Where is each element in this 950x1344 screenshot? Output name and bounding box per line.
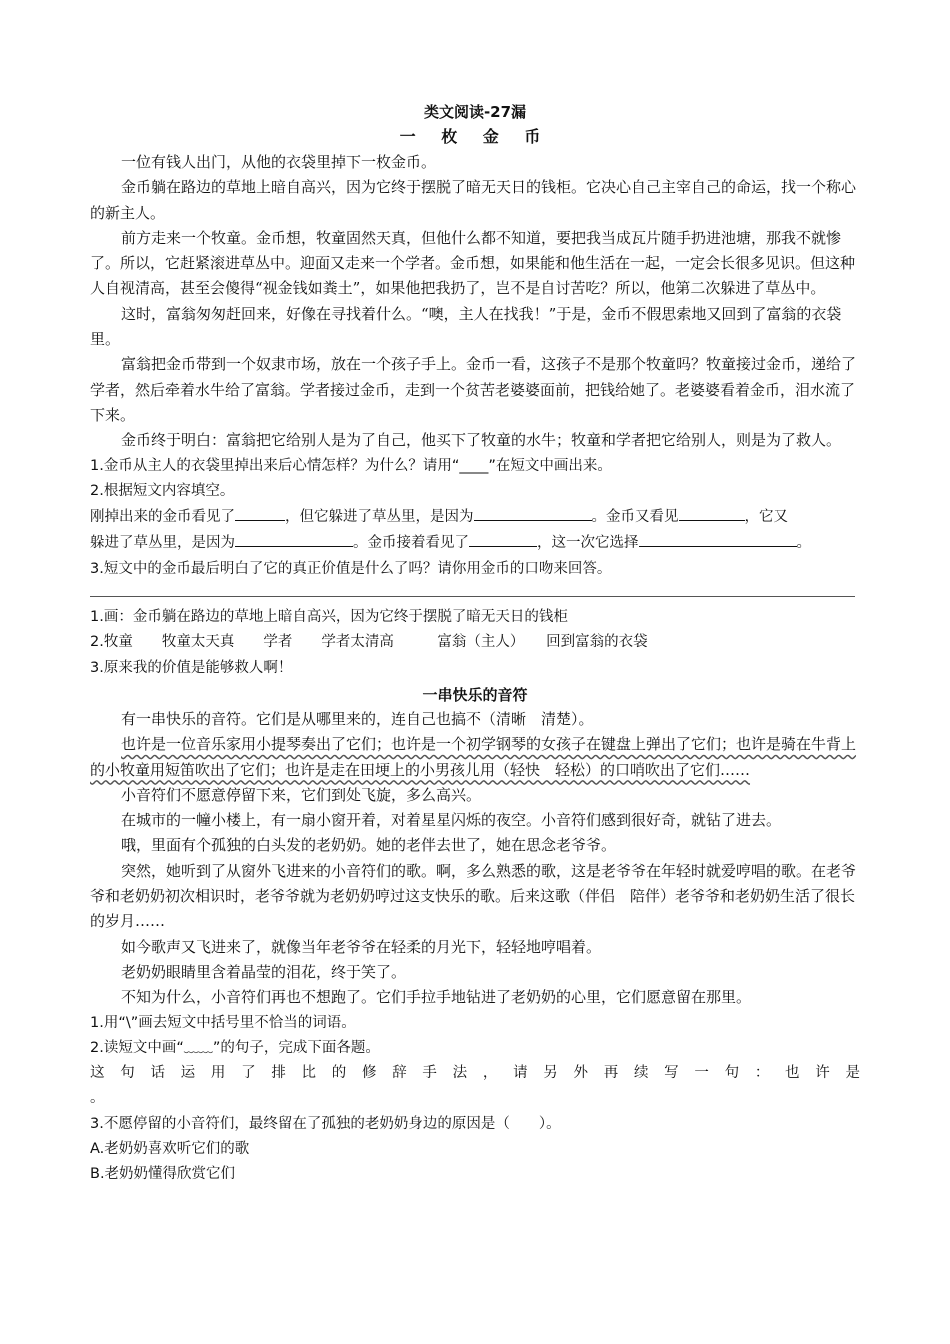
story1-fill-in-line: 刚掉出来的金币看见了 ，但它躲进了草丛里，是因为 。金币又看见 ，它又 躲进了草丛里，是因为 。金币接着看见了 ，这一次它选择 。	[90, 504, 860, 557]
story2-paragraph: 不知为什么，小音符们再也不想跑了。它们手拉手地钻进了老奶奶的心里，它们愿意留在那里。	[121, 988, 752, 1007]
story2-paragraph: 小音符们不愿意停留下来，它们到处飞旋，多么高兴。	[121, 785, 482, 804]
worksheet-page	[90, 100, 860, 1188]
story2-question-1: 1.用“\”画去短文中括号里不恰当的词语。	[90, 1014, 356, 1031]
story1-paragraph: 前方走来一个牧童。金币想，牧童固然天真，但他什么都不知道，要把我当成瓦片随手扔进池塘，那我不就惨了。所以，它赶紧滚进草丛中。迎面又走来一个学者。金币想，如果能和他生活在一起，一定会长很多见识。但这种人自视清高，甚至会傻得“视金钱如粪土”，如果他把我扔了，岂不是自讨苦吃？所以，他第二次躲进了草丛中。	[90, 228, 856, 298]
story2-option-b: B.老奶奶懂得欣赏它们	[90, 1166, 236, 1183]
story2-question-2-line: 这句话运用了排比的修辞手法，请另外再续写一句：也许是	[90, 1065, 860, 1082]
answer-blank[interactable]	[639, 530, 797, 547]
story1-answer: 2.牧童 牧童太天真 学者 学者太清高 富翁（主人） 回到富翁的衣袋	[90, 634, 648, 651]
story2-option-a: A.老奶奶喜欢听它们的歌	[90, 1140, 250, 1157]
story2-paragraph: 哦，里面有个孤独的白头发的老奶奶。她的老伴去世了，她在思念老爷爷。	[121, 836, 617, 855]
answer-blank[interactable]	[679, 504, 745, 521]
story2-underlined-paragraph	[90, 732, 860, 783]
answer-blank[interactable]	[235, 530, 353, 547]
worksheet-title: 类文阅读-27漏	[423, 103, 527, 121]
answer-divider	[90, 596, 855, 597]
story2-paragraph: 在城市的一幢小楼上，有一扇小窗开着，对着星星闪烁的夜空。小音符们感到很好奇，就钻了进去。	[121, 811, 782, 830]
story1-answer: 1.画：金币躺在路边的草地上暗自高兴，因为它终于摆脱了暗无天日的钱柜	[90, 609, 568, 626]
story2-question-3: 3.不愿停留的小音符们，最终留在了孤独的老奶奶身边的原因是（ ）。	[90, 1115, 561, 1132]
story1-paragraph: 富翁把金币带到一个奴隶市场，放在一个孩子手上。金币一看，这孩子不是那个牧童吗？牧童接过金币，递给了学者，然后牵着水牛给了富翁。学者接过金币，走到一个贫苦老婆婆面前，把钱给她了。老婆婆看着金币，泪水流了下来。	[90, 355, 857, 424]
story1-question-3: 3.短文中的金币最后明白了它的真正价值是什么了吗？请你用金币的口吻来回答。	[90, 560, 612, 577]
story2-paragraph: 老奶奶眼睛里含着晶莹的泪花，终于笑了。	[121, 962, 407, 981]
story1-answer: 3.原来我的价值是能够救人啊！	[90, 659, 293, 676]
story1-title: 一 枚 金 币	[399, 127, 551, 146]
answer-blank[interactable]	[474, 504, 592, 521]
story2-question-2: 2.读短文中画“﹏﹏”的句子，完成下面各题。	[90, 1039, 380, 1056]
story2-title: 一串快乐的音符	[422, 685, 528, 704]
story1-question-1: 1.金币从主人的衣袋里掉出来后心情怎样？为什么？请用“____”在短文中画出来。	[90, 457, 612, 474]
answer-blank[interactable]	[469, 530, 537, 547]
wavy-underlined-sentence: 也许是一位音乐家用小提琴奏出了它们；也许是一个初学钢琴的女孩子在键盘上弹出了它们；也许是骑在牛背上的小牧童用短笛吹出了它们；也许是走在田埂上的小男孩儿用（轻快 轻松）的口哨吹出了它们……	[90, 735, 857, 779]
story1-paragraph: 金币躺在路边的草地上暗自高兴，因为它终于摆脱了暗无天日的钱柜。它决心自己主宰自己的命运，找一个称心的新主人。	[90, 178, 857, 222]
story2-question-2-end: 。	[90, 1090, 105, 1107]
story2-paragraph: 如今歌声又飞进来了，就像当年老爷爷在轻柔的月光下，轻轻地哼唱着。	[121, 937, 602, 956]
story1-paragraph: 这时，富翁匆匆赶回来，好像在寻找着什么。“噢，主人在找我！”于是，金币不假思索地又回到了富翁的衣袋里。	[90, 304, 842, 349]
story2-paragraph: 突然，她听到了从窗外飞进来的小音符们的歌。啊，多么熟悉的歌，这是老爷爷在年轻时就爱哼唱的歌。在老爷爷和老奶奶初次相识时，老爷爷就为老奶奶哼过这支快乐的歌。后来这歌（伴侣 陪伴）老爷爷和老奶奶生活了很长的岁月……	[90, 861, 857, 931]
story1-paragraph: 一位有钱人出门，从他的衣袋里掉下一枚金币。	[121, 153, 437, 171]
story1-question-2: 2.根据短文内容填空。	[90, 482, 235, 499]
story2-paragraph: 有一串快乐的音符。它们是从哪里来的，连自己也搞不（清晰 清楚）。	[121, 709, 594, 728]
story1-paragraph: 金币终于明白：富翁把它给别人是为了自己，他买下了牧童的水牛；牧童和学者把它给别人，则是为了救人。	[121, 431, 842, 450]
answer-blank[interactable]	[235, 504, 285, 521]
